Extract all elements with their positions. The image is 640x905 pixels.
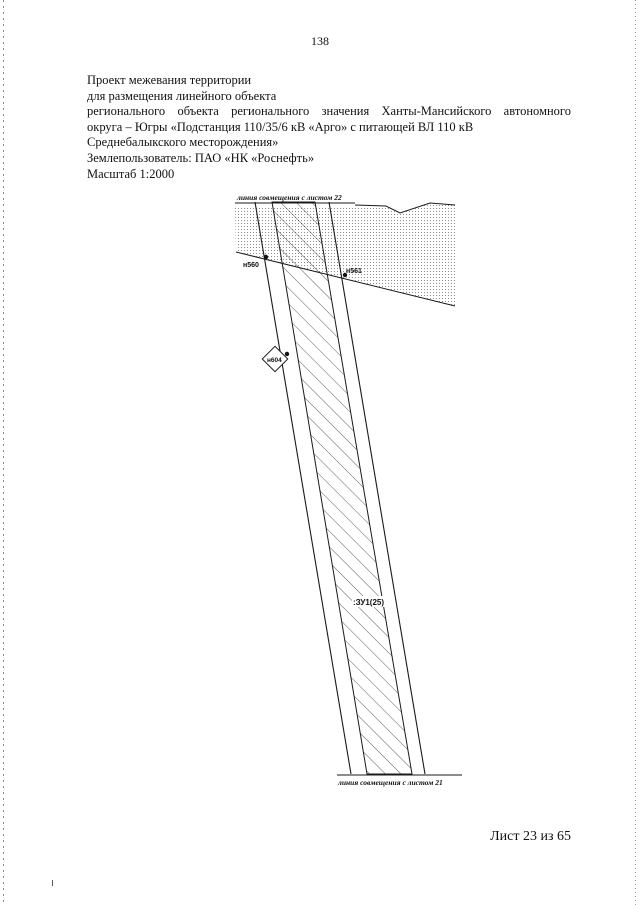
point-n604-marker <box>285 352 289 356</box>
page-number: 138 <box>311 34 329 48</box>
parcel-label: :ЗУ1(25) <box>353 598 385 607</box>
point-n561-label: н561 <box>346 268 362 275</box>
header-line-7: Масштаб 1:2000 <box>87 166 175 181</box>
header-line-6: Землепользователь: ПАО «НК «Роснефть» <box>87 150 315 165</box>
dotted-zone <box>235 203 455 306</box>
header-line-4: округа – Югры «Подстанция 110/35/6 кВ «Арго» с питающей ВЛ 110 кВ <box>87 119 474 134</box>
point-n560-marker <box>264 255 268 259</box>
point-n604-label: н604 <box>267 357 282 364</box>
scan-mark <box>52 880 53 886</box>
bottom-match-line-label: линия совмещения с листом 21 <box>338 778 443 787</box>
header-line-3: регионального объекта регионального значения Ханты-Мансийского автономного <box>87 104 571 119</box>
header-line-5: Среднебалыкского месторождения» <box>87 135 279 150</box>
sheet-number: Лист 23 из 65 <box>490 829 571 844</box>
point-n560-label: н560 <box>243 262 259 269</box>
header-line-1: Проект межевания территории <box>87 73 252 87</box>
top-match-line-label: линия совмещения с листом 22 <box>237 193 342 202</box>
header-line-2: для размещения линейного объекта <box>87 88 277 103</box>
